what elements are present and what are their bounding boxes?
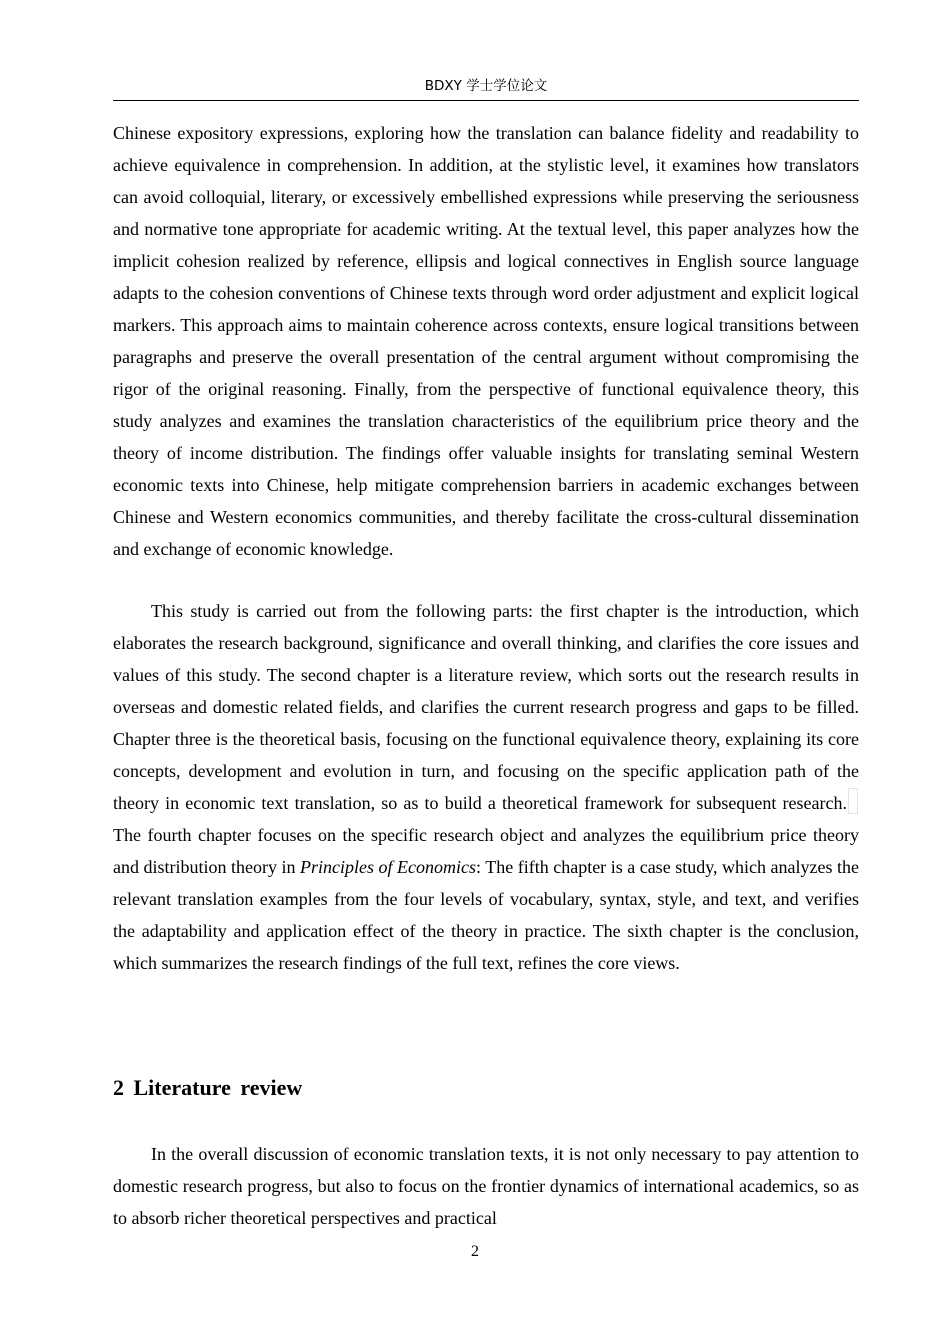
body-paragraph-2 xyxy=(113,595,859,979)
body-paragraph-3: In the overall discussion of economic translation texts, it is not only necessary to pay attention to domestic research progress, but also to focus on the frontier dynamics of international academics, so as to absorb richer theoretical perspectives and practical xyxy=(113,1144,859,1228)
page-number: 2 xyxy=(471,1243,479,1260)
section-heading: 2 Literature review xyxy=(113,1075,303,1100)
book-title: Principles of Economics xyxy=(300,857,477,877)
running-header: BDXY 学士学位论文 xyxy=(424,78,548,94)
header-rule xyxy=(113,100,859,101)
paragraph-2-part-c: : The fifth chapter is a case study, which analyzes the relevant translation examples from the four levels of vocabulary, syntax, style, and text, and verifies the adaptability and application effect of the theory in practice. The sixth chapter is the conclusion, which summarizes the research findings of the full text, refines the core views. xyxy=(113,857,859,973)
paragraph-2-part-b: The fourth chapter focuses on the specific research object and analyzes the equilibrium price theory and distribution theory in xyxy=(113,825,859,877)
text-cursor-box xyxy=(848,788,858,814)
body-paragraph-1: Chinese expository expressions, exploring how the translation can balance fidelity and readability to achieve equivalence in comprehension. In addition, at the stylistic level, it examines how translators can avoid colloquial, literary, or excessively embellished expressions while preserving the seriousness and normative tone appropriate for academic writing. At the textual level, this paper analyzes how the implicit cohesion realized by reference, ellipsis and logical connectives in English source language adapts to the cohesion conventions of Chinese texts through word order adjustment and explicit logical markers. This approach aims to maintain coherence across contexts, ensure logical transitions between paragraphs and preserve the overall presentation of the central argument without compromising the rigor of the original reasoning. Finally, from the perspective of functional equivalence theory, this study analyzes and examines the translation characteristics of the equilibrium price theory and the theory of income distribution. The findings offer valuable insights for translating seminal Western economic texts into Chinese, help mitigate comprehension barriers in academic exchanges between Chinese and Western economics communities, and thereby facilitate the cross-cultural dissemination and exchange of economic knowledge. xyxy=(113,123,859,559)
paragraph-2-part-a: This study is carried out from the following parts: the first chapter is the introduction, which elaborates the research background, significance and overall thinking, and clarifies the core issues and values of this study. The second chapter is a literature review, which sorts out the research results in overseas and domestic related fields, and clarifies the current research progress and gaps to be filled. Chapter three is the theoretical basis, focusing on the functional equivalence theory, explaining its core concepts, development and evolution in turn, and focusing on the specific application path of the theory in economic text translation, so as to build a theoretical framework for subsequent research. xyxy=(113,601,859,813)
